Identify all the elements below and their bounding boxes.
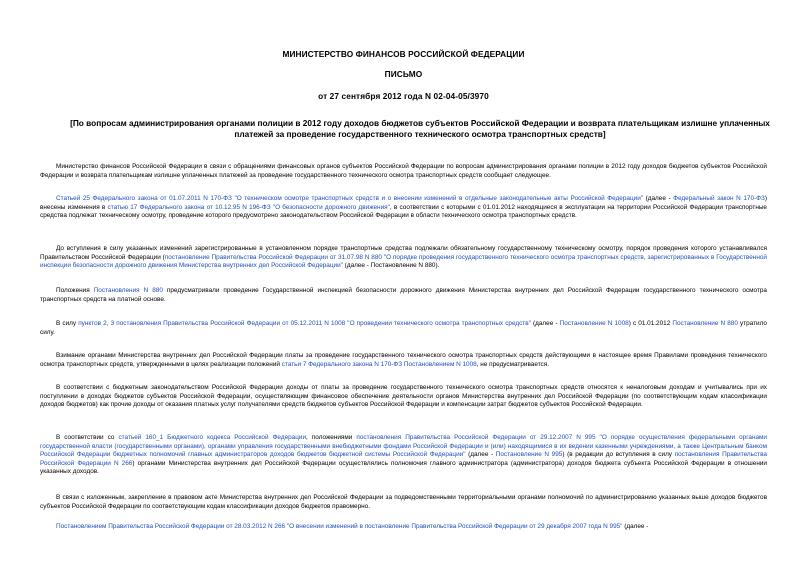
- paragraph-3: [40, 245, 767, 271]
- paragraph-text: (далее -: [465, 451, 496, 459]
- paragraph-text: , положениями: [306, 434, 357, 441]
- paragraph-text: До вступления в силу указанных изменений зарегистрированные в установленном порядке транспортные средства подлежали обязательному государственному техническому осмотру, порядок проведения которого устанавливался Правительством Российской Федерации (: [40, 245, 767, 261]
- law-196-article-17-link[interactable]: статью 17 Федерального закона от 10.12.95 N 196-ФЗ "О безопасности дорожного движения": [107, 203, 390, 211]
- paragraph-text: (далее -: [622, 523, 649, 530]
- paragraph-text: В силу: [56, 320, 79, 327]
- paragraph-text: Взимание органами Министерства внутренних дел Российской Федерации платы за проведение государственного технического осмотра транспортных средств действующими в настоящее время Правилами проведения технического осмотра транспортных средств, утвержденными в целях реализации положений: [40, 352, 767, 368]
- document-type: ПИСЬМО: [384, 69, 423, 79]
- paragraph-9: [40, 494, 767, 511]
- resolution-266-link[interactable]: постановления Правительства Российской Федерации N 266: [40, 451, 767, 467]
- document-date-number: от 27 сентября 2012 года N 02-04-05/3970: [318, 91, 489, 101]
- paragraph-6: [40, 352, 767, 369]
- paragraph-text: В соответствии с бюджетным законодательством Российской Федерации доходы от платы за проведение государственного технического осмотра транспортных средств относятся к неналоговым доходам и учитывались при их поступлении в доходах бюджетов субъектов Российской Федерации, осуществляющим финансовое обеспечение деятельности органов Министерства внутренних дел Российской Федерации (по соответствующим кодам классификации доходов бюджетов) как прочие доходы от оказания платных услуг получателями средств бюджетов субъектов Российской Федерации и компенсации затрат бюджетов субъектов Российской Федерации.: [40, 384, 767, 409]
- ministry-heading: МИНИСТЕРСТВО ФИНАНСОВ РОССИЙСКОЙ ФЕДЕРАЦИИ: [282, 49, 525, 59]
- paragraph-text: В соответствии со: [56, 434, 119, 441]
- paragraph-text: Министерство финансов Российской Федерации в связи с обращениями финансовых органов субъектов Российской Федерации по вопросам администрирования органами полиции в 2012 году доходов бюджетов субъектов Российской Федерации и возврата плательщикам излишне уплаченных платежей за проведение государственного технического осмотра транспортных средств сообщает следующее.: [40, 163, 767, 179]
- paragraph-text: ) органами Министерства внутренних дел Российской Федерации осуществлялись полномочия главного администратора (администратора) доходов бюджета субъекта Российской Федерации в отношении указанных доходов.: [40, 459, 767, 476]
- paragraph-text: ) внесены изменения в: [40, 195, 767, 211]
- law-170-article-25-link[interactable]: Статьей 25 Федерального закона от 01.07.2011 N 170-ФЗ "О техническом осмотре транспортных средств и о внесении изменений в отдельные законодательные акты Российской Федерации": [56, 195, 644, 202]
- paragraph-7: [40, 384, 767, 410]
- paragraph-text: утратило силу.: [40, 320, 767, 336]
- paragraph-5: [40, 320, 767, 337]
- law-170-link[interactable]: Федеральный закон N 170-ФЗ: [673, 195, 765, 202]
- resolution-880-repealed-link[interactable]: Постановление N 880: [672, 320, 738, 327]
- paragraph-text: , в соответствии с которыми с 01.01.2012 находящиеся в эксплуатации на территории Российской Федерации транспортные средства подлежат техническому осмотру, проведение которого предусмотрено законодательством Российской Федерации в области технического осмотра транспортных средств.: [40, 203, 767, 220]
- paragraph-2: [40, 195, 767, 221]
- paragraph-text: , не предусматривается.: [476, 360, 549, 368]
- paragraph-4: [40, 287, 767, 304]
- paragraph-10: [40, 523, 767, 532]
- paragraph-text: ) (в редакции до вступления в силу: [562, 451, 675, 459]
- paragraph-1: [40, 163, 767, 180]
- resolution-266-full-link[interactable]: Постановлением Правительства Российской Федерации от 28.03.2012 N 266 "О внесении изменений в постановление Правительства Российской Федерации от 29 декабря 2007 года N 995": [56, 523, 623, 530]
- resolution-995-short-link[interactable]: Постановление N 995: [495, 451, 563, 459]
- paragraph-text: Положения: [56, 287, 94, 294]
- budget-code-article-link[interactable]: статьей 160_1 Бюджетного кодекса Российской Федерации: [118, 434, 307, 441]
- paragraph-text: (далее -: [530, 320, 560, 327]
- document-subject: [По вопросам администрирования органами полиции в 2012 году доходов бюджетов субъектов Российской Федерации и возврата плательщикам излишне уплаченных платежей за проведение государственного технического осмотра транспортных средств]: [70, 118, 770, 139]
- paragraph-8: [40, 434, 767, 477]
- paragraph-text: ) с 01.01.2012: [628, 320, 673, 327]
- paragraph-text: (далее -: [643, 195, 674, 202]
- paragraph-text: предусматривали проведение Государственной инспекцией безопасности дорожного движения Министерства внутренних дел Российской Федерации государственного технического осмотра транспортных средств на платной основе.: [40, 287, 767, 303]
- resolution-880-link[interactable]: постановление Правительства Российской Федерации от 31.07.98 N 880 "О порядке проведения государственного технического осмотра транспортных средств, зарегистрированных в Государственной инспекции безопасности дорожного движения Министерства внутренних дел Российской Федерации": [40, 253, 767, 270]
- resolution-880-short-link[interactable]: Постановления N 880: [93, 287, 163, 294]
- law-170-article-7-link[interactable]: статьи 7 Федерального закона N 170-ФЗ Постановлением N 1008: [281, 360, 477, 368]
- resolution-1008-short-link[interactable]: Постановление N 1008: [559, 320, 629, 327]
- resolution-995-link[interactable]: постановления Правительства Российской Федерации от 29.12.2007 N 995 "О порядке осуществления федеральными органами государственной власти (государственными органами), органами управления государственными внебюджетными фондами Российской Федерации и (или) находящимися в их ведении казенными учреждениями, а также Центральным банком Российской Федерации бюджетных полномочий главных администраторов доходов бюджетов бюджетной системы Российской Федерации": [40, 434, 767, 459]
- resolution-1008-points-link[interactable]: пунктов 2, 3 постановления Правительства Российской Федерации от 05.12.2011 N 1008 "О проведении технического осмотра транспортных средств": [78, 320, 531, 327]
- paragraph-text: В связи с изложенным, закрепление в правовом акте Министерства внутренних дел Российской Федерации за подведомственными территориальными органами полномочий по администрированию указанных выше доходов бюджетов субъектов Российской Федерации по соответствующим кодам классификации доходов бюджетов правомерно.: [40, 494, 767, 510]
- paragraph-text: (далее - Постановление N 880).: [342, 262, 440, 270]
